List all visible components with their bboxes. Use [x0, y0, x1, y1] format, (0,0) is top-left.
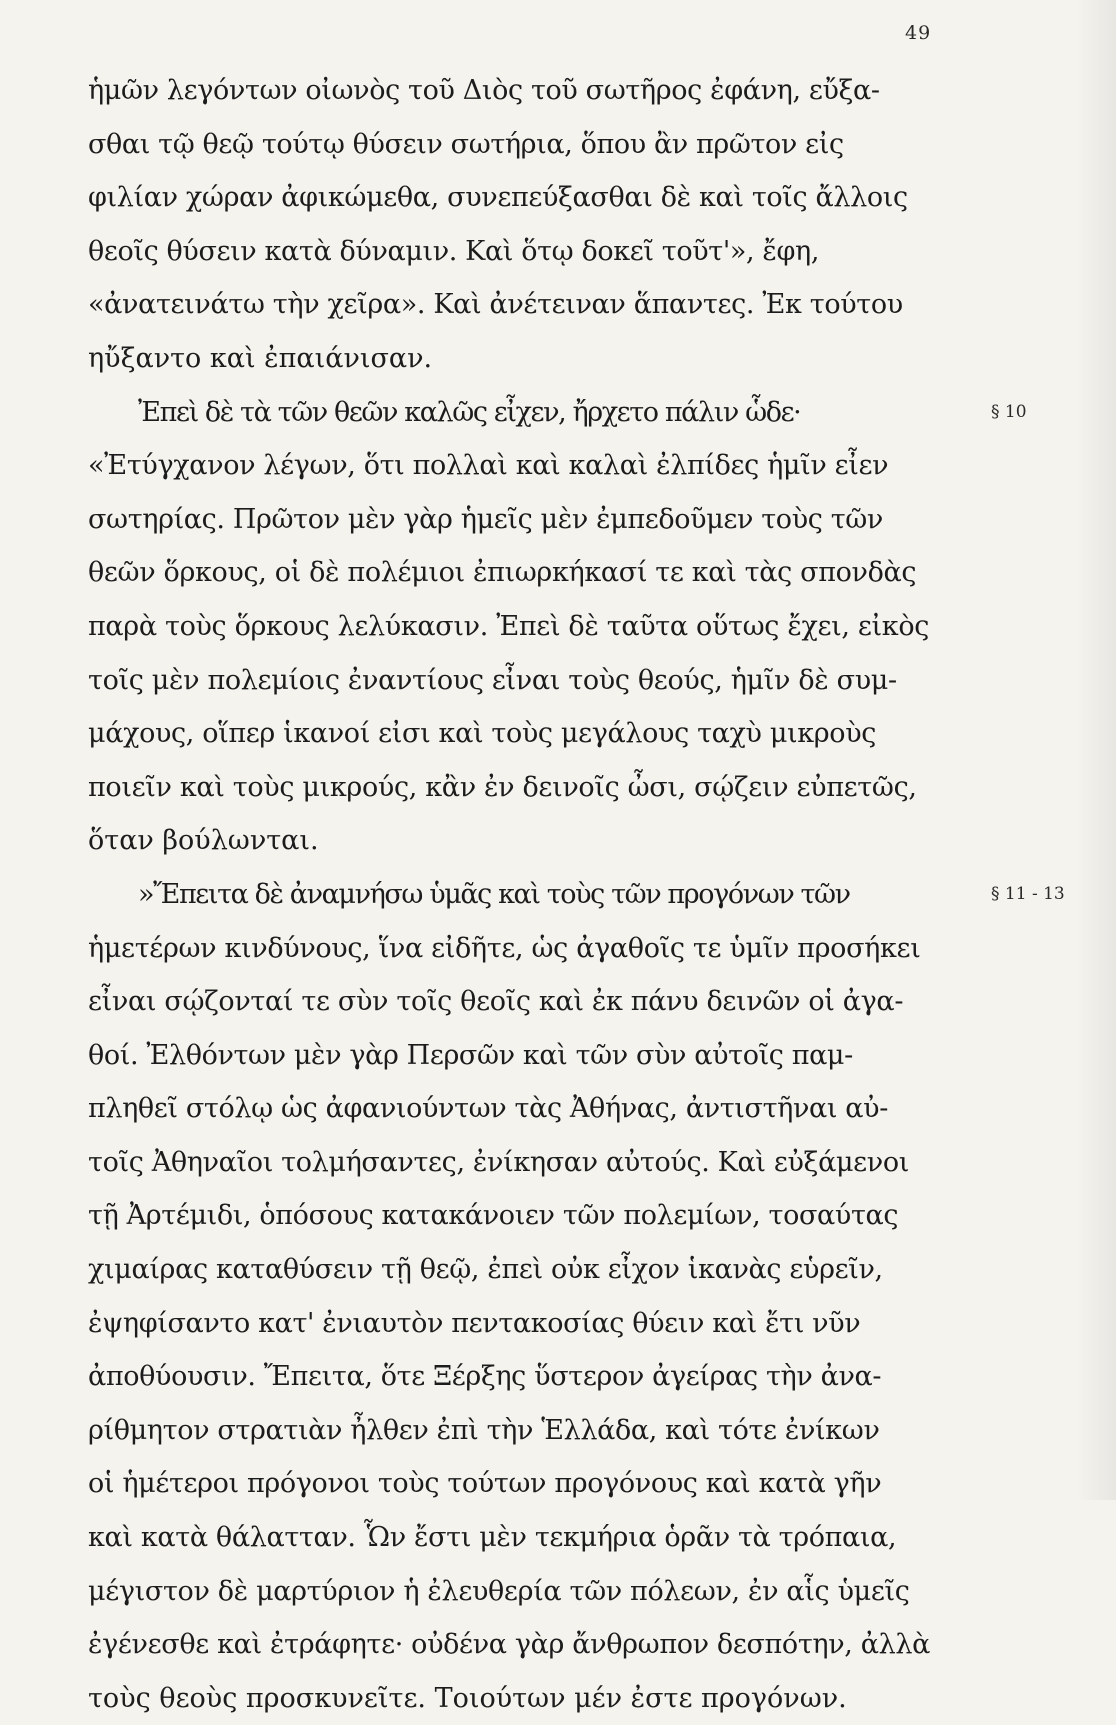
text-line — [88, 1350, 968, 1404]
text-line — [88, 1511, 968, 1565]
text-line — [88, 1029, 968, 1083]
text-line-content: θεῶν ὅρκους, οἱ δὲ πολέμιοι ἐπιωρκήκασί τε καὶ τὰς σπονδὰς — [88, 557, 917, 589]
text-line-content: μέγιστον δὲ μαρτύριον ἡ ἐλευθερία τῶν πόλεων, ἐν αἷς ὑμεῖς — [88, 1575, 910, 1607]
text-line — [88, 278, 968, 332]
text-line-content: ηὔξαντο καὶ ἐπαιάνισαν. — [88, 342, 433, 374]
text-line — [88, 1189, 968, 1243]
text-line-content: ὅταν βούλωνται. — [88, 825, 319, 857]
text-line-content: τοὺς θεοὺς προσκυνεῖτε. Τοιούτων μέν ἐστε προγόνων. — [88, 1682, 847, 1714]
text-line — [88, 64, 968, 118]
text-line-content: τῇ Ἀρτέμιδι, ὁπόσους κατακάνοιεν τῶν πολεμίων, τοσαύτας — [88, 1200, 899, 1232]
text-line — [88, 439, 968, 493]
text-line-content: ἐγένεσθε καὶ ἐτράφητε· οὐδένα γὰρ ἄνθρωπον δεσπότην, ἀλλὰ — [88, 1629, 931, 1661]
text-line-content: χιμαίρας καταθύσειν τῇ θεῷ, ἐπεὶ οὐκ εἶχον ἱκανὰς εὑρεῖν, — [88, 1254, 883, 1286]
text-line — [88, 1565, 968, 1619]
text-line-content: ἐψηφίσαντο κατ' ἐνιαυτὸν πεντακοσίας θύειν καὶ ἔτι νῦν — [88, 1307, 861, 1339]
text-line — [88, 1297, 968, 1351]
text-line-content: »Ἔπειτα δὲ ἀναμνήσω ὑμᾶς καὶ τοὺς τῶν προγόνων τῶν — [138, 878, 850, 910]
text-line — [88, 493, 968, 547]
text-line-content: θεοῖς θύσειν κατὰ δύναμιν. Καὶ ὅτῳ δοκεῖ τοῦτ'», ἔφη, — [88, 235, 820, 267]
text-line — [88, 1243, 968, 1297]
text-line — [88, 1082, 968, 1136]
text-line — [88, 707, 968, 761]
text-line — [88, 546, 968, 600]
text-line — [88, 761, 968, 815]
text-line — [88, 118, 968, 172]
text-line-content: ἡμετέρων κινδύνους, ἵνα εἰδῆτε, ὡς ἀγαθοῖς τε ὑμῖν προσήκει — [88, 932, 921, 964]
page-number: 49 — [905, 22, 932, 44]
text-line — [88, 1136, 968, 1190]
text-line-content: ποιεῖν καὶ τοὺς μικρούς, κἂν ἐν δεινοῖς ὦσι, σῴζειν εὐπετῶς, — [88, 771, 917, 803]
text-line-content: Ἐπεὶ δὲ τὰ τῶν θεῶν καλῶς εἶχεν, ἤρχετο πάλιν ὧδε· — [138, 396, 801, 428]
text-line — [88, 654, 968, 708]
text-line — [88, 922, 968, 976]
text-line-content: θοί. Ἐλθόντων μὲν γὰρ Περσῶν καὶ τῶν σὺν αὐτοῖς παμ- — [88, 1039, 853, 1071]
text-line-content: παρὰ τοὺς ὅρκους λελύκασιν. Ἐπεὶ δὲ ταῦτα οὕτως ἔχει, εἰκὸς — [88, 610, 930, 642]
section-marker: § 10 — [991, 401, 1027, 422]
text-line-content: ρίθμητον στρατιὰν ἦλθεν ἐπὶ τὴν Ἑλλάδα, καὶ τότε ἐνίκων — [88, 1414, 880, 1446]
text-line-content: «ἀνατεινάτω τὴν χεῖρα». Καὶ ἀνέτειναν ἅπαντες. Ἐκ τούτου — [88, 289, 903, 321]
text-line-content: πληθεῖ στόλῳ ὡς ἀφανιούντων τὰς Ἀθήνας, ἀντιστῆναι αὐ- — [88, 1093, 888, 1125]
text-line-content: καὶ κατὰ θάλατταν. Ὧν ἔστι μὲν τεκμήρια ὁρᾶν τὰ τρόπαια, — [88, 1522, 897, 1554]
text-line — [88, 868, 1065, 922]
text-line-content: τοῖς Ἀθηναῖοι τολμήσαντες, ἐνίκησαν αὐτούς. Καὶ εὐξάμενοι — [88, 1146, 909, 1178]
text-line-content: σθαι τῷ θεῷ τούτῳ θύσειν σωτήρια, ὅπου ἂν πρῶτον εἰς — [88, 128, 844, 160]
text-line — [88, 225, 968, 279]
text-line — [88, 600, 968, 654]
text-line-content: ἀποθύουσιν. Ἔπειτα, ὅτε Ξέρξης ὕστερον ἀγείρας τὴν ἀνα- — [88, 1361, 882, 1393]
text-line-content: οἱ ἡμέτεροι πρόγονοι τοὺς τούτων προγόνους καὶ κατὰ γῆν — [88, 1468, 882, 1500]
text-line-content: ἡμῶν λεγόντων οἰωνὸς τοῦ Διὸς τοῦ σωτῆρος ἐφάνη, εὔξα- — [88, 75, 880, 106]
text-line — [88, 1672, 968, 1725]
text-line — [88, 814, 968, 868]
text-line — [88, 1618, 968, 1672]
text-line — [88, 1457, 968, 1511]
text-line — [88, 386, 1027, 440]
section-marker: § 11 - 13 — [991, 883, 1065, 904]
text-line-content: εἶναι σῴζονταί τε σὺν τοῖς θεοῖς καὶ ἐκ πάνυ δεινῶν οἱ ἀγα- — [88, 986, 904, 1018]
text-line-content: τοῖς μὲν πολεμίοις ἐναντίους εἶναι τοὺς θεούς, ἡμῖν δὲ συμ- — [88, 664, 897, 696]
text-line — [88, 332, 968, 386]
text-line — [88, 975, 968, 1029]
text-line-content: μάχους, οἵπερ ἱκανοί εἰσι καὶ τοὺς μεγάλους ταχὺ μικροὺς — [88, 718, 877, 750]
text-line — [88, 171, 968, 225]
text-line-content: σωτηρίας. Πρῶτον μὲν γὰρ ἡμεῖς μὲν ἐμπεδοῦμεν τοὺς τῶν — [88, 503, 883, 535]
page-edge-shadow — [1076, 0, 1116, 1500]
text-line — [88, 1404, 968, 1458]
greek-text-block — [88, 64, 1065, 1725]
text-line-content: «Ἐτύγχανον λέγων, ὅτι πολλαὶ καὶ καλαὶ ἐλπίδες ἡμῖν εἶεν — [88, 450, 889, 482]
text-line-content: φιλίαν χώραν ἀφικώμεθα, συνεπεύξασθαι δὲ καὶ τοῖς ἄλλοις — [88, 182, 908, 214]
